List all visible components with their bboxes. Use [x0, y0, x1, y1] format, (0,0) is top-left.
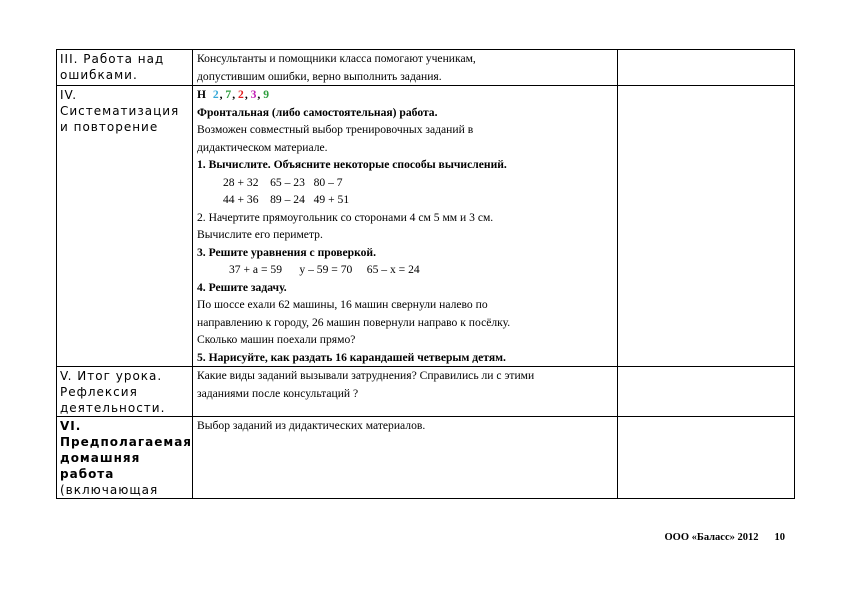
- task-title: 1. Вычислите. Объясните некоторые способы вычислений.: [197, 158, 507, 171]
- notes-cell: [618, 50, 795, 86]
- content-line: Сколько машин поехали прямо?: [197, 333, 356, 346]
- notes-cell: [618, 367, 795, 417]
- content-line: направлению к городу, 26 машин повернули направо к посёлку.: [197, 315, 511, 329]
- content-line: Выбор заданий из дидактических материалов.: [197, 419, 426, 432]
- content-cell: [193, 417, 618, 499]
- lesson-plan-table: [56, 49, 795, 499]
- code-number: 2: [212, 88, 219, 101]
- calc-expressions: 44 + 36 89 – 24 49 + 51: [223, 193, 350, 206]
- content-line: дидактическом материале.: [197, 140, 328, 154]
- table-row-stage-6: [57, 417, 795, 499]
- content-cell: [193, 86, 618, 367]
- section-heading: Фронтальная (либо самостоятельная) работа.: [197, 105, 438, 119]
- table-row-stage-3: [57, 50, 795, 86]
- code-number: 7: [225, 88, 232, 101]
- task-title: 5. Нарисуйте, как раздать 16 карандашей четверым детям.: [197, 350, 506, 364]
- content-cell: [193, 367, 618, 417]
- content-line: По шоссе ехали 62 машины, 16 машин свернули налево по: [197, 298, 488, 311]
- page-footer: [0, 532, 785, 543]
- task-title: 2. Начертите прямоугольник со сторонами 4 см 5 мм и 3 см.: [197, 210, 494, 224]
- table-row-stage-4: [57, 86, 795, 367]
- content-line: Вычислите его периметр.: [197, 228, 323, 241]
- content-line: Консультанты и помощники класса помогают ученикам,: [197, 52, 476, 65]
- content-line: Возможен совместный выбор тренировочных заданий в: [197, 123, 474, 136]
- content-line: заданиями после консультаций ?: [197, 386, 359, 400]
- stage-cell: [57, 50, 193, 86]
- marker-label: Н: [197, 88, 207, 101]
- equations: 37 + а = 59 у – 59 = 70 65 – х = 24: [229, 263, 420, 276]
- stage-label: IV. Систематизация и повторение: [60, 88, 180, 134]
- stage-label-note: (включающая: [60, 483, 159, 497]
- stage-label: III. Работа над ошибками.: [60, 52, 165, 82]
- activity-codes: Н 2, 7, 2, 3, 9: [197, 88, 269, 101]
- table-row-stage-5: [57, 367, 795, 417]
- content-cell: [193, 50, 618, 86]
- code-number: 2: [238, 88, 244, 101]
- code-number: 3: [250, 88, 257, 101]
- stage-label: V. Итог урока. Рефлексия деятельности.: [60, 369, 166, 415]
- stage-cell: [57, 367, 193, 417]
- calc-expressions: 28 + 32 65 – 23 80 – 7: [223, 175, 343, 189]
- notes-cell: [618, 86, 795, 367]
- task-title: 3. Решите уравнения с проверкой.: [197, 245, 376, 259]
- footer-company: ООО «Баласс» 2012: [664, 532, 759, 543]
- content-line: Какие виды заданий вызывали затруднения? Справились ли с этими: [197, 369, 535, 382]
- task-title: 4. Решите задачу.: [197, 280, 287, 294]
- page-number: 10: [774, 532, 785, 543]
- content-line: допустившим ошибки, верно выполнить задания.: [197, 69, 442, 83]
- notes-cell: [618, 417, 795, 499]
- code-number: 9: [263, 88, 269, 101]
- stage-cell: [57, 86, 193, 367]
- stage-cell: [57, 417, 193, 499]
- stage-label: VI. Предполагаемая домашняя работа: [60, 419, 193, 481]
